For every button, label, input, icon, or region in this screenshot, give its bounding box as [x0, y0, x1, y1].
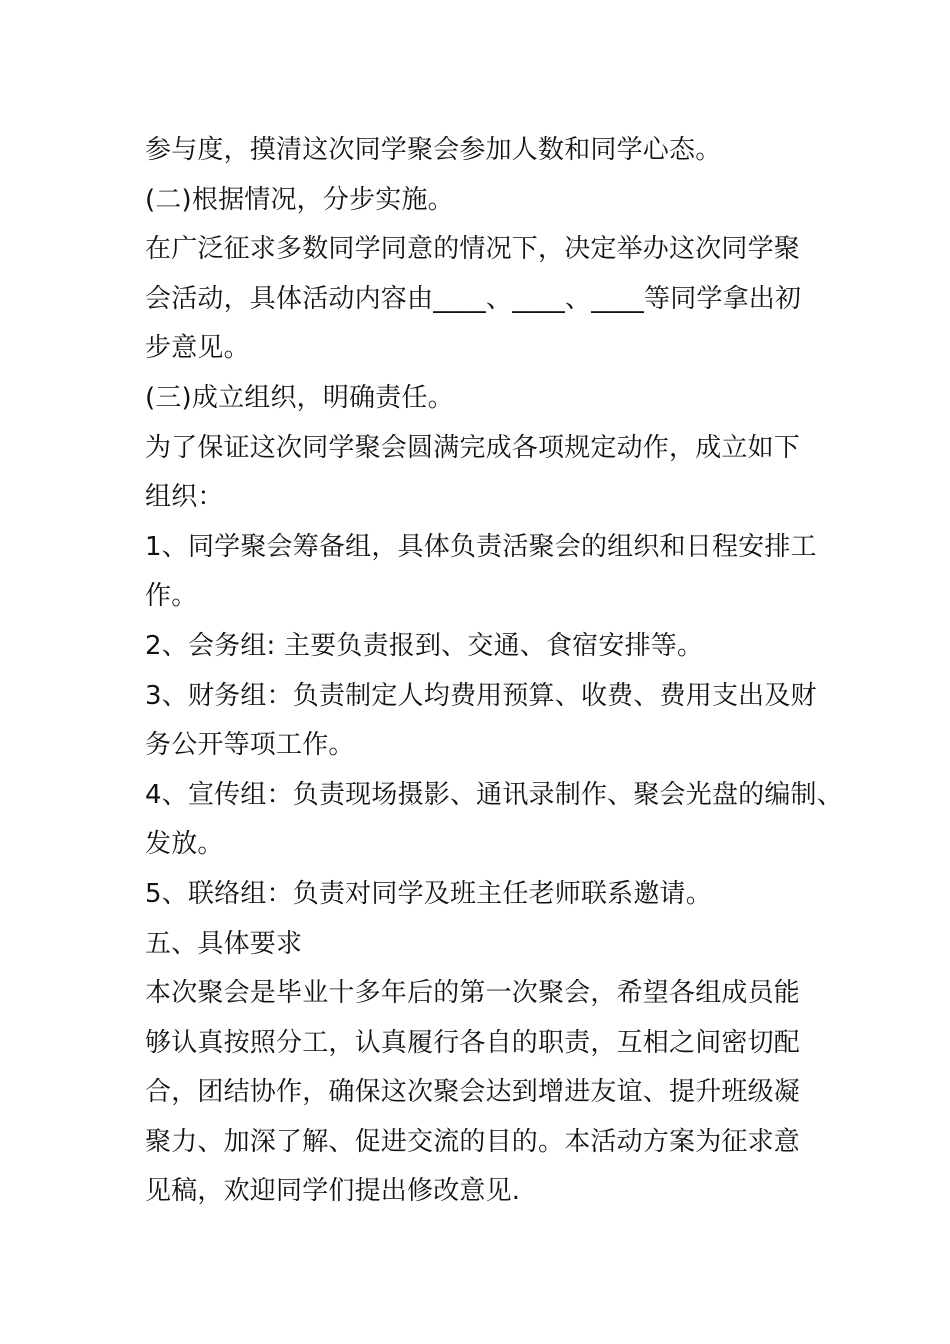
paragraph-decision — [145, 225, 825, 374]
list-item-affairs-group — [145, 622, 825, 672]
text-line: 1、同学聚会筹备组，具体负责活聚会的组织和日程安排工 — [145, 531, 817, 562]
heading-step-3 — [145, 374, 825, 424]
text-line: 作。 — [145, 581, 198, 612]
text-line: 2、会务组: 主要负责报到、交通、食宿安排等。 — [145, 630, 704, 661]
text-line: 会活动，具体活动内容由____、____、____等同学拿出初 — [145, 283, 802, 314]
text-line: (三)成立组织，明确责任。 — [145, 382, 454, 413]
text-line: 组织： — [145, 482, 224, 513]
text-line: 在广泛征求多数同学同意的情况下，决定举办这次同学聚 — [145, 234, 801, 265]
text-line: 4、宣传组：负责现场摄影、通讯录制作、聚会光盘的编制、 — [145, 779, 843, 810]
paragraph-participation — [145, 126, 825, 176]
paragraph-requirements — [145, 969, 825, 1217]
text-line: 见稿，欢迎同学们提出修改意见. — [145, 1176, 521, 1207]
list-item-publicity-group — [145, 771, 843, 870]
text-line: 五、具体要求 — [145, 928, 303, 959]
text-line: 3、财务组：负责制定人均费用预算、收费、费用支出及财 — [145, 680, 817, 711]
text-line: 合，团结协作，确保这次聚会达到增进友谊、提升班级凝 — [145, 1077, 801, 1108]
text-line: 步意见。 — [145, 333, 250, 364]
text-line: 本次聚会是毕业十多年后的第一次聚会，希望各组成员能 — [145, 978, 801, 1009]
text-line: 务公开等项工作。 — [145, 730, 355, 761]
section-heading-requirements — [145, 920, 825, 970]
text-line: 聚力、加深了解、促进交流的目的。本活动方案为征求意 — [145, 1126, 801, 1157]
paragraph-organization — [145, 424, 825, 523]
text-line: 5、联络组：负责对同学及班主任老师联系邀请。 — [145, 878, 712, 909]
document-body — [145, 126, 843, 1217]
text-line: 发放。 — [145, 829, 224, 860]
heading-step-2 — [145, 176, 825, 226]
list-item-preparation-group — [145, 523, 825, 622]
text-line: (二)根据情况，分步实施。 — [145, 184, 454, 215]
list-item-finance-group — [145, 672, 825, 771]
list-item-liaison-group — [145, 870, 825, 920]
text-line: 够认真按照分工，认真履行各自的职责，互相之间密切配 — [145, 1027, 801, 1058]
text-line: 参与度，摸清这次同学聚会参加人数和同学心态。 — [145, 135, 722, 165]
text-line: 为了保证这次同学聚会圆满完成各项规定动作，成立如下 — [145, 432, 801, 463]
